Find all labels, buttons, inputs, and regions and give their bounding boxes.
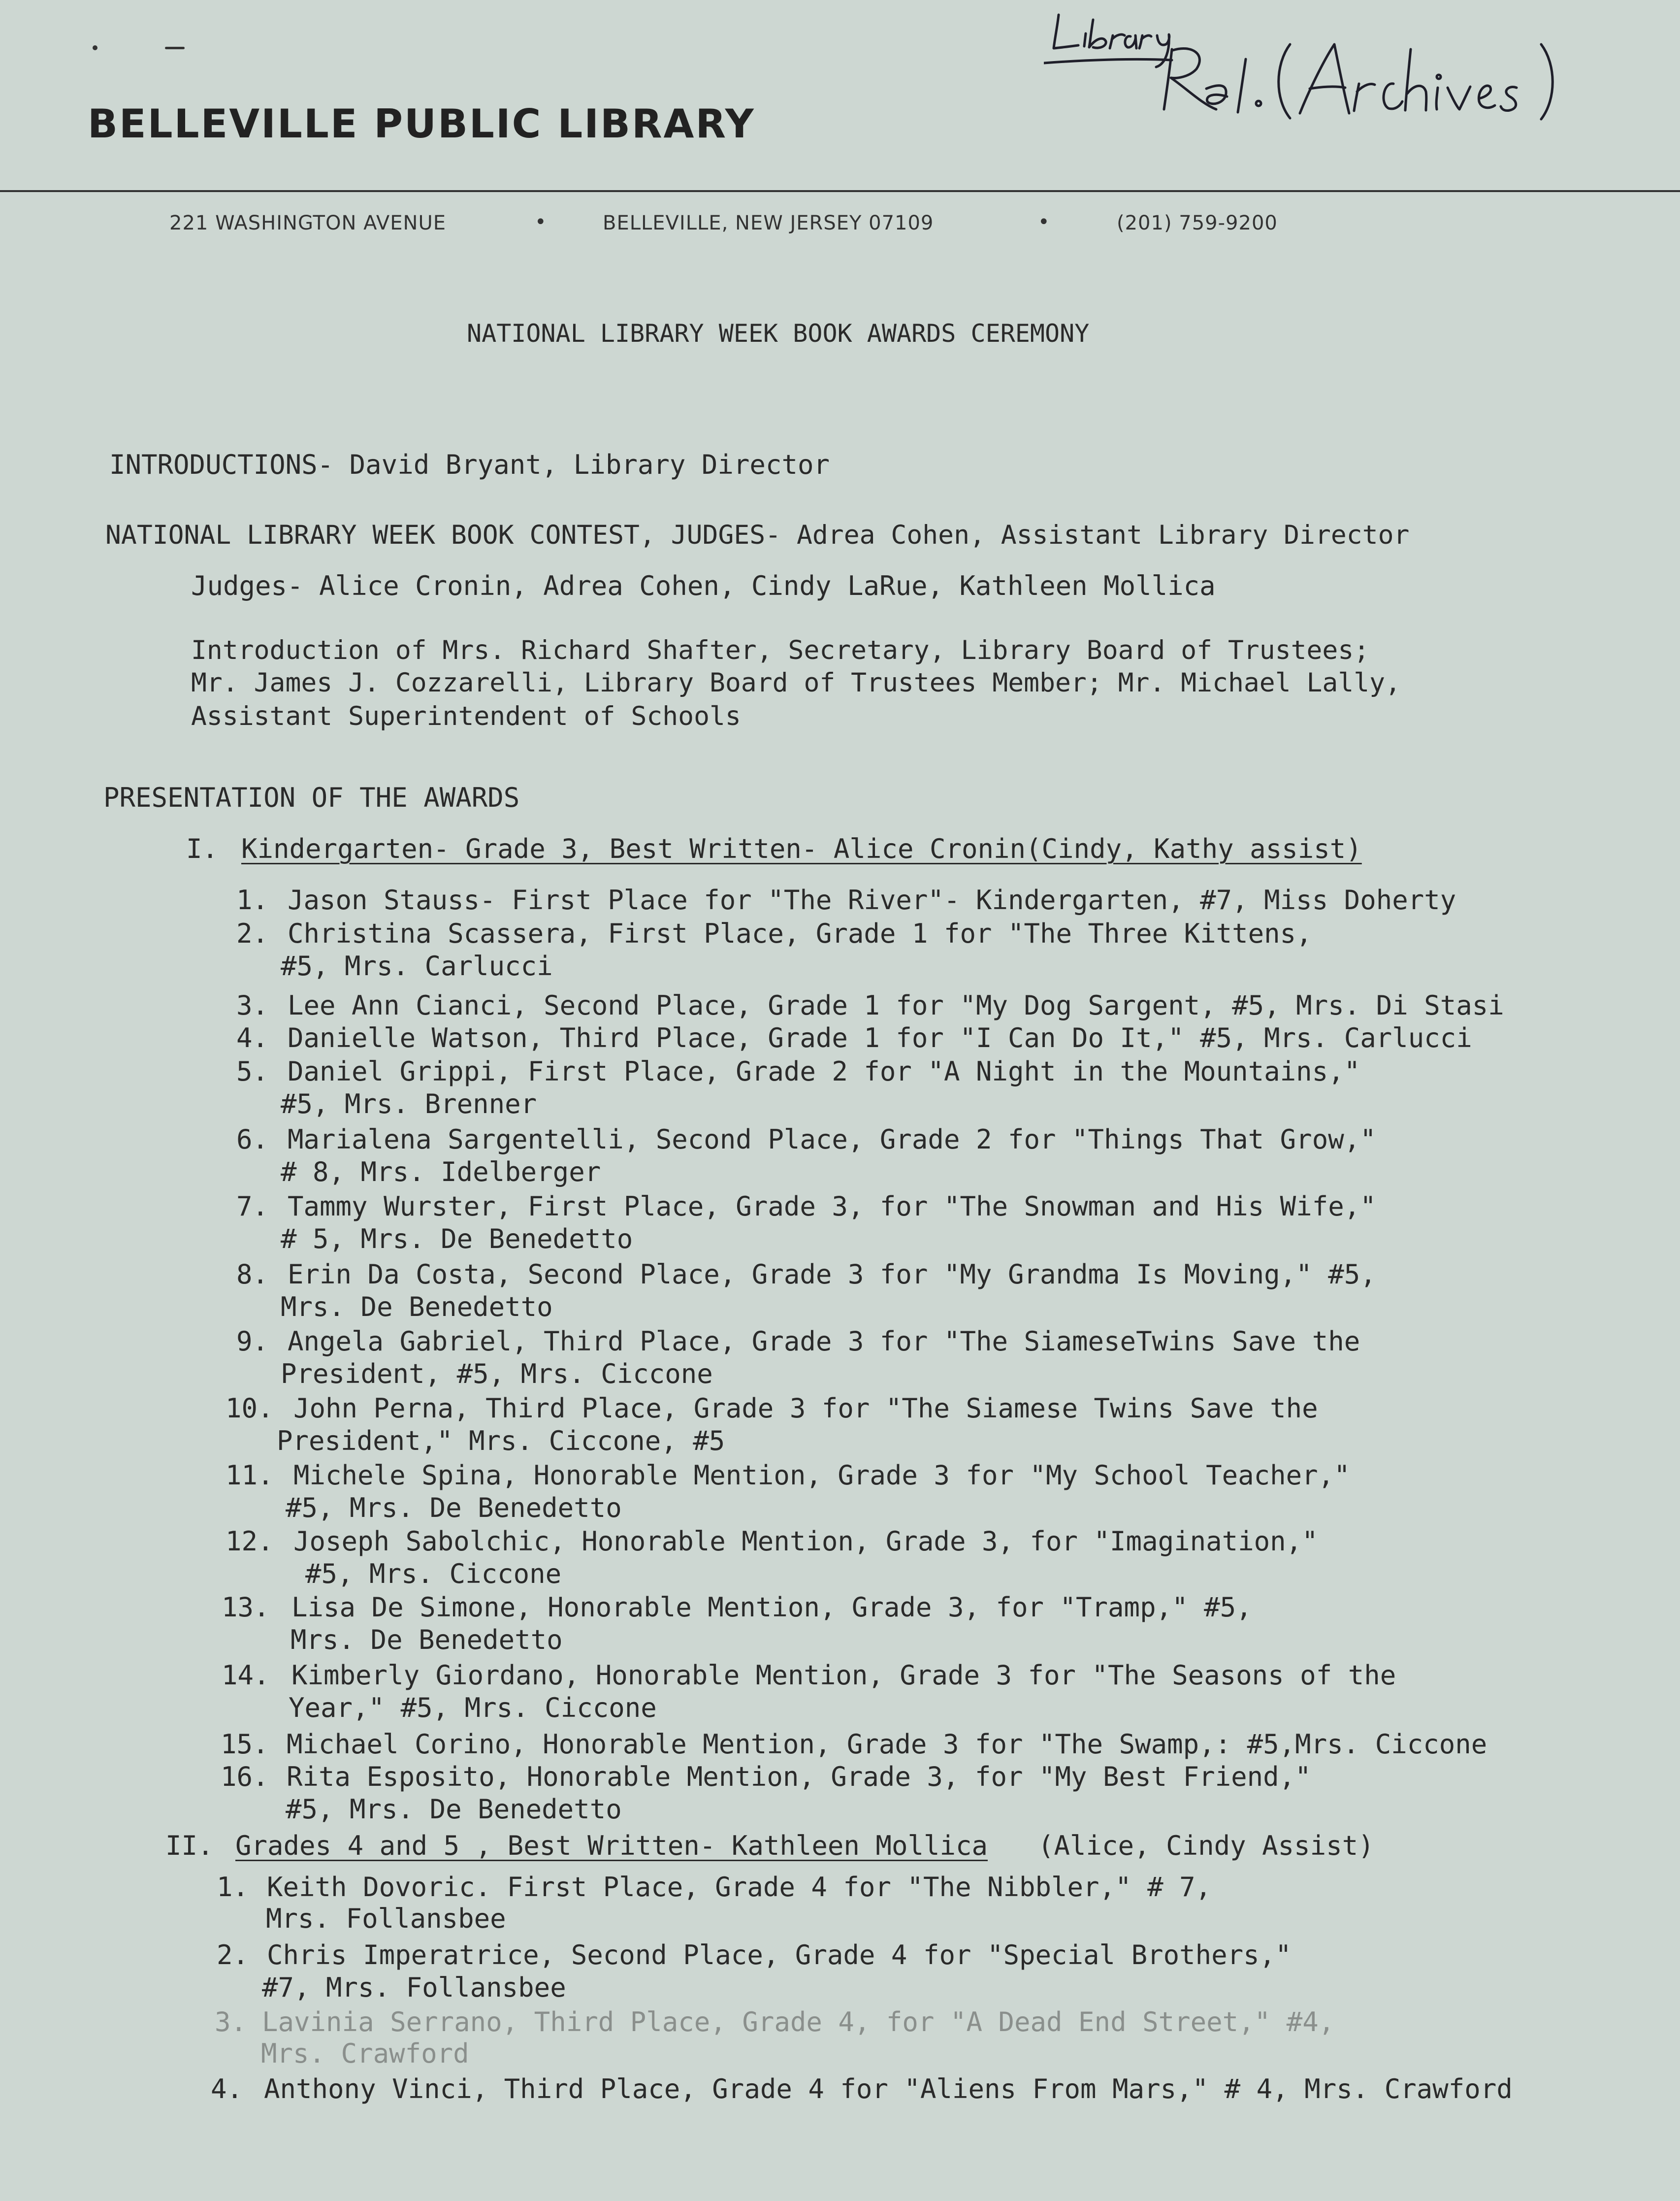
award-entry: Lavinia Serrano, Third Place, Grade 4, for "A Dead End Street," #4, bbox=[262, 2006, 1335, 2037]
ink-speck bbox=[165, 47, 185, 49]
item-number: 8. bbox=[236, 1259, 269, 1290]
item-number: 6. bbox=[236, 1124, 269, 1155]
award-entry: Michele Spina, Honorable Mention, Grade 3 for "My School Teacher," bbox=[293, 1460, 1350, 1491]
award-entry-continued: #5, Mrs. De Benedetto bbox=[286, 1492, 622, 1523]
award-entry: John Perna, Third Place, Grade 3 for "The Siamese Twins Save the bbox=[293, 1393, 1318, 1424]
award-entry-continued: President, #5, Mrs. Ciccone bbox=[281, 1358, 713, 1389]
award-entry: Lisa De Simone, Honorable Mention, Grade 3, for "Tramp," #5, bbox=[291, 1592, 1252, 1623]
award-entry-continued: Mrs. Crawford bbox=[261, 2038, 469, 2069]
award-entry-continued: # 8, Mrs. Idelberger bbox=[281, 1156, 601, 1187]
award-entry-continued: # 5, Mrs. De Benedetto bbox=[281, 1223, 633, 1254]
award-entry-continued: #5, Mrs. Ciccone bbox=[305, 1558, 562, 1589]
award-entry-continued: #5, Mrs. De Benedetto bbox=[286, 1794, 622, 1825]
award-entry: Anthony Vinci, Third Place, Grade 4 for "Aliens From Mars," # 4, Mrs. Crawford bbox=[264, 2073, 1513, 2104]
award-entry: Joseph Sabolchic, Honorable Mention, Grade 3, for "Imagination," bbox=[293, 1526, 1318, 1557]
award-entry-continued: Mrs. De Benedetto bbox=[281, 1291, 553, 1322]
library-name: BELLEVILLE PUBLIC LIBRARY bbox=[88, 101, 755, 147]
award-entry: Danielle Watson, Third Place, Grade 1 for "I Can Do It," #5, Mrs. Carlucci bbox=[288, 1022, 1472, 1053]
award-entry-continued: Mrs. Follansbee bbox=[266, 1903, 506, 1934]
item-number: 15. bbox=[221, 1729, 269, 1760]
item-number: 3. bbox=[236, 990, 269, 1021]
section-numeral: I. bbox=[186, 833, 219, 864]
item-number: 12. bbox=[226, 1526, 274, 1557]
ink-speck bbox=[93, 45, 97, 50]
award-entry: Christina Scassera, First Place, Grade 1 for "The Three Kittens, bbox=[288, 918, 1312, 949]
item-number: 11. bbox=[226, 1460, 274, 1491]
award-entry: Michael Corino, Honorable Mention, Grade 3 for "The Swamp,: #5,Mrs. Ciccone bbox=[287, 1729, 1487, 1760]
item-number: 5. bbox=[236, 1056, 269, 1087]
award-entry-continued: #5, Mrs. Brenner bbox=[281, 1088, 537, 1119]
award-entry-continued: #7, Mrs. Follansbee bbox=[262, 1972, 566, 2003]
document-title: NATIONAL LIBRARY WEEK BOOK AWARDS CEREMONY bbox=[467, 319, 1090, 348]
section-heading: Grades 4 and 5 , Best Written- Kathleen Mollica bbox=[235, 1830, 988, 1861]
section-heading: Kindergarten- Grade 3, Best Written- Alice Cronin(Cindy, Kathy assist) bbox=[241, 833, 1362, 864]
judges-line: Judges- Alice Cronin, Adrea Cohen, Cindy LaRue, Kathleen Mollica bbox=[191, 570, 1216, 601]
award-entry-continued: #5, Mrs. Carlucci bbox=[281, 951, 553, 982]
award-entry: Angela Gabriel, Third Place, Grade 3 for "The SiameseTwins Save the bbox=[288, 1326, 1360, 1357]
address-phone: (201) 759-9200 bbox=[1117, 212, 1278, 234]
intro-line: Assistant Superintendent of Schools bbox=[191, 701, 741, 731]
award-entry: Keith Dovoric. First Place, Grade 4 for "The Nibbler," # 7, bbox=[267, 1872, 1212, 1903]
item-number: 16. bbox=[221, 1761, 269, 1792]
item-number: 10. bbox=[226, 1393, 274, 1424]
award-entry: Rita Esposito, Honorable Mention, Grade 3, for "My Best Friend," bbox=[287, 1761, 1311, 1792]
item-number: 4. bbox=[211, 2073, 243, 2104]
award-entry: Jason Stauss- First Place for "The River"- Kindergarten, #7, Miss Doherty bbox=[288, 885, 1456, 916]
contest-heading: NATIONAL LIBRARY WEEK BOOK CONTEST, JUDGES- Adrea Cohen, Assistant Library Director bbox=[105, 520, 1410, 550]
section-heading-assist: (Alice, Cindy Assist) bbox=[1038, 1830, 1374, 1861]
item-number: 1. bbox=[217, 1872, 249, 1903]
address-separator: • bbox=[1038, 211, 1050, 233]
address-city: BELLEVILLE, NEW JERSEY 07109 bbox=[603, 212, 934, 234]
item-number: 13. bbox=[222, 1592, 270, 1623]
award-entry: Marialena Sargentelli, Second Place, Grade 2 for "Things That Grow," bbox=[288, 1124, 1376, 1155]
award-entry: Chris Imperatrice, Second Place, Grade 4 for "Special Brothers," bbox=[267, 1939, 1292, 1971]
presentation-heading: PRESENTATION OF THE AWARDS bbox=[103, 782, 520, 813]
intro-line: Mr. James J. Cozzarelli, Library Board of Trustees Member; Mr. Michael Lally, bbox=[191, 668, 1401, 698]
item-number: 14. bbox=[222, 1660, 270, 1691]
intro-line: Introduction of Mrs. Richard Shafter, Secretary, Library Board of Trustees; bbox=[191, 635, 1370, 665]
handwritten-note bbox=[1044, 5, 1585, 128]
award-entry: Erin Da Costa, Second Place, Grade 3 for "My Grandma Is Moving," #5, bbox=[288, 1259, 1376, 1290]
section-numeral: II. bbox=[165, 1830, 214, 1861]
item-number: 7. bbox=[236, 1191, 269, 1222]
item-number: 4. bbox=[236, 1022, 269, 1053]
introductions-line: INTRODUCTIONS- David Bryant, Library Director bbox=[109, 449, 830, 480]
address-street: 221 WASHINGTON AVENUE bbox=[169, 212, 447, 234]
letterhead-rule bbox=[0, 190, 1680, 192]
award-entry-continued: Year," #5, Mrs. Ciccone bbox=[289, 1692, 657, 1723]
address-separator: • bbox=[535, 211, 547, 233]
award-entry: Kimberly Giordano, Honorable Mention, Grade 3 for "The Seasons of the bbox=[291, 1660, 1396, 1691]
item-number: 2. bbox=[217, 1939, 249, 1971]
award-entry: Tammy Wurster, First Place, Grade 3, for "The Snowman and His Wife," bbox=[288, 1191, 1376, 1222]
award-entry-continued: President," Mrs. Ciccone, #5 bbox=[277, 1425, 725, 1456]
award-entry-continued: Mrs. De Benedetto bbox=[291, 1624, 563, 1655]
item-number: 2. bbox=[236, 918, 269, 949]
item-number: 1. bbox=[236, 885, 269, 916]
award-entry: Lee Ann Cianci, Second Place, Grade 1 for "My Dog Sargent, #5, Mrs. Di Stasi bbox=[288, 990, 1504, 1021]
award-entry: Daniel Grippi, First Place, Grade 2 for "A Night in the Mountains," bbox=[288, 1056, 1360, 1087]
item-number: 3. bbox=[215, 2006, 247, 2037]
item-number: 9. bbox=[236, 1326, 269, 1357]
